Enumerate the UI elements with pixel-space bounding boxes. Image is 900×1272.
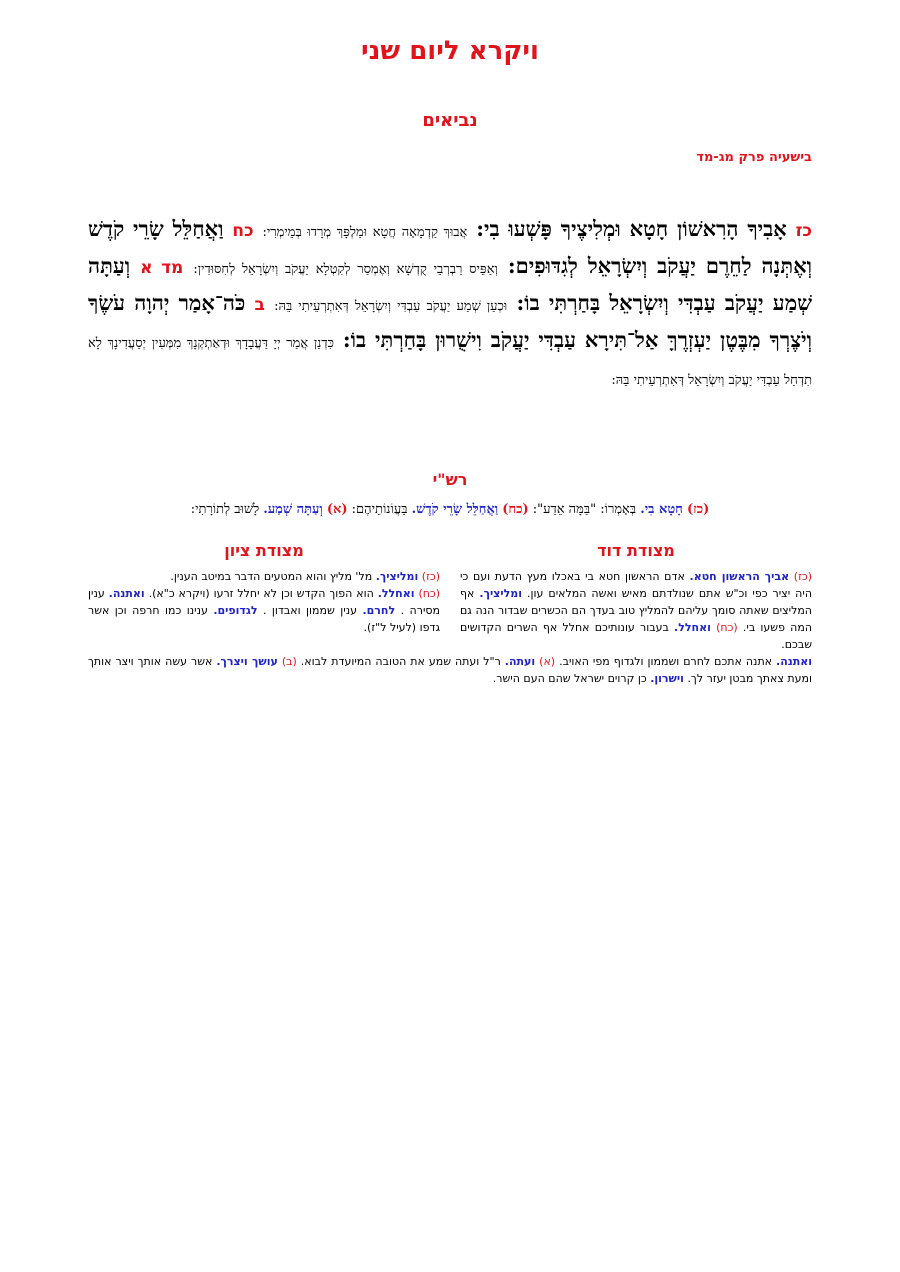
rashi-head: חָטָא בִי.	[640, 502, 683, 517]
rashi-body: לָשׁוּב לְתוֹרָתִי:	[190, 502, 260, 517]
verse-targum: וְאַפֵּיס רַבְרְבֵי קֻדְשָׁא וְאֶמְסַר לְקִטְלָא יַעֲקֹב וְיִשְׂרָאֵל לְחִסּוּדִין:	[193, 262, 498, 277]
verse-hebrew: אָבִיךָ הָרִאשׁוֹן חָטָא וּמְלִיצֶיךָ פָּשְׁעוּ בִי:	[476, 216, 787, 241]
rashi-num: (כז)	[687, 502, 710, 517]
md-num: (כז)	[793, 570, 813, 583]
md-body: אשר עשה אותך ויצר אותך ומעת צאתך מבטן יעזר לך.	[88, 655, 812, 685]
md-num: (כח)	[716, 621, 738, 634]
md-head: ומליציך.	[479, 587, 522, 600]
rashi-title: רש"י	[432, 470, 468, 489]
mt-body: הוא הפוך הקדש וכן לא יחלל זרעו (ויקרא כ"א).	[148, 587, 374, 600]
rashi-head: וְעַתָּה שְׁמַע.	[263, 502, 323, 517]
mt-head: ואחלל.	[377, 587, 415, 600]
mt-head: ואתנה.	[108, 587, 145, 600]
rashi-commentary	[88, 500, 812, 520]
md-head: אביך הראשון חטא.	[689, 570, 790, 583]
verse-text	[88, 212, 812, 397]
verse-number: כז	[795, 221, 813, 241]
metzudat-david-continued	[88, 653, 812, 687]
md-head: ועתה.	[504, 655, 536, 668]
metzudat-tzion-title: מצודת ציון	[224, 541, 304, 560]
md-head: ואחלל.	[674, 621, 711, 634]
rashi-body: בַּעֲוֹנוֹתֵיהֶם:	[351, 502, 408, 517]
mt-head: לגדופים.	[213, 604, 258, 617]
verse-number: ב	[254, 295, 265, 315]
md-body: אתנה אתכם לחרם ושממון ולגדוף מפי האויב.	[559, 655, 773, 668]
mt-body: מל' מליץ והוא המטעים הדבר במיטב הענין.	[170, 570, 373, 583]
md-body: כן קרוים ישראל שהם העם הישר.	[492, 672, 647, 685]
rashi-body: בְּאָמְרוֹ: "בַּמָּה אֵדַע":	[532, 502, 637, 517]
mt-head: ומליציך.	[375, 570, 419, 583]
verse-number: מד א	[140, 258, 184, 278]
page-title: ויקרא ליום שני	[361, 36, 539, 66]
verse-hebrew: וַאֲחַלֵּל שָׂרֵי קֹדֶשׁ וְאֶתְּנָה לַחֵרֶם יַעֲקֹב וְיִשְׂרָאֵל לְגִדּוּפִים:	[88, 216, 813, 278]
verse-hebrew: כֹּה־אָמַר יְהוָה עֹשֶׂךָ וְיֹצֶרְךָ מִבֶּטֶן יַעְזְרֶךָּ אַל־תִּירָא עַבְדִּי יַעֲקֹב וִישֻׁרוּן בָּחַרְתִּי בוֹ:	[88, 290, 813, 352]
rashi-head: וַאֲחַלֵּל שָׂרֵי קֹדֶשׁ.	[411, 502, 499, 517]
md-head: עושך ויצרך.	[216, 655, 278, 668]
verse-number: כח	[232, 221, 254, 241]
source-reference: בישעיה פרק מג-מד	[696, 150, 812, 165]
md-head: וישרון.	[650, 672, 684, 685]
metzudat-david-column	[460, 568, 812, 653]
section-title: נביאים	[422, 110, 478, 131]
metzudat-david-title: מצודת דוד	[597, 541, 675, 560]
rashi-num: (א)	[326, 502, 348, 517]
verse-hebrew: וְעַתָּה שְׁמַע יַעֲקֹב עַבְדִּי וְיִשְׂרָאֵל בָּחַרְתִּי בוֹ:	[88, 253, 813, 315]
md-num: (ב)	[281, 655, 297, 668]
metzudat-tzion-column	[88, 568, 440, 636]
md-body: אדם הראשון חטא בי באכלו מעץ הדעת ועם כי היה יציר כפי וכ"ש אתם שנולדתם מאיש ואשה המלאים עון.	[460, 570, 813, 600]
md-head: ואתנה.	[776, 655, 813, 668]
mt-body: ענין מסירה .	[88, 587, 441, 617]
md-body: בעבור עונותיכם אחלל אף השרים הקדושים שבכם.	[460, 621, 812, 651]
md-body: אף המליצים שאתה סומך עליהם להמליץ טוב בעדך הם הכשרים שבדור הנה גם המה פשעו בי.	[460, 587, 812, 634]
md-num: (א)	[539, 655, 556, 668]
mt-num: (כז)	[421, 570, 440, 583]
mt-body: ענינו כמו חרפה וכן אשר גדפו (לעיל ל"ז).	[88, 604, 440, 634]
mt-head: לחרם.	[362, 604, 396, 617]
rashi-num: (כח)	[502, 502, 529, 517]
verse-targum: וּכְעַן שְׁמַע יַעֲקֹב עַבְדִּי וְיִשְׂרָאֵל דְּאִתְרְעֵיתִי בֵּהּ:	[274, 299, 508, 314]
mt-num: (כח)	[418, 587, 441, 600]
verse-targum: כִּדְנַן אֲמַר יְיָ דַּעֲבָדָךְ וּדְאַתְקְנָךְ מִמְּעִין יְסַעֲדִינָךְ לָא תִדְחַל עַבְדִּי יַעֲקֹב וְיִשְׂרָאֵל דְּאִתְרְעֵיתִי בֵּהּ:	[88, 336, 812, 388]
md-body: ר"ל ועתה שמע את הטובה המיועדת לבוא.	[300, 655, 501, 668]
mt-body: ענין שממון ואבדון .	[262, 604, 357, 617]
verse-targum: אֲבוּךְ קַדְמָאָה חֲטָא וּמַלְפָּךְ מְרָדוּ בְּמֵימְרִי:	[262, 225, 468, 240]
